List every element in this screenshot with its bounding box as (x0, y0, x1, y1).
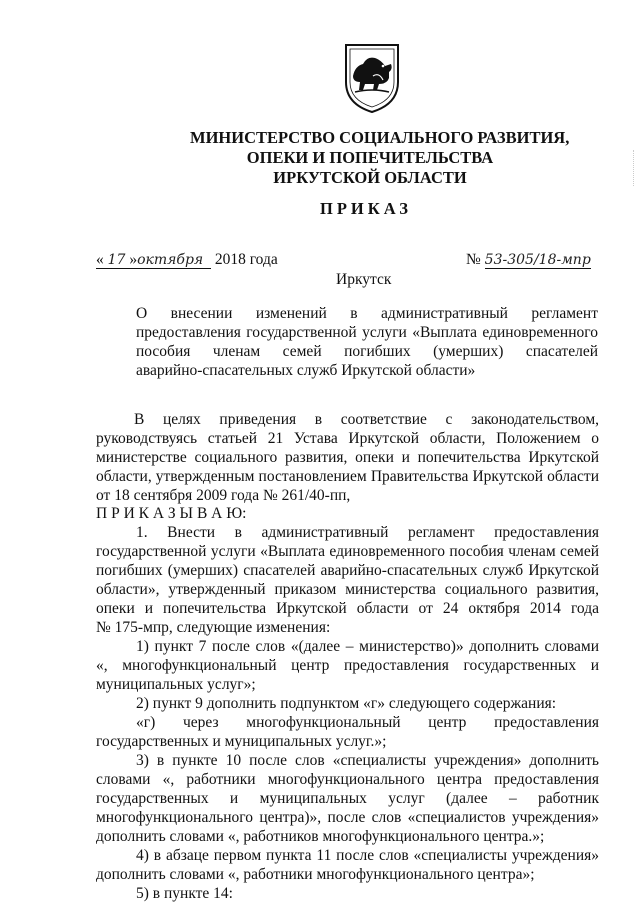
body-line: от 18 сентября 2009 года № 261/40-пп, (96, 487, 351, 504)
body-line: 5) в пункте 14: (136, 885, 233, 902)
body-line: погибших (умерших) спасателей аварийно-спасательных служб Иркутской (96, 562, 599, 579)
body-line: области, утвержденным постановлением Правительства Иркутской области (96, 468, 599, 485)
body-line: дополнить словами «, работники многофункционального центра»; (96, 866, 535, 883)
ministry-name-line: ОПЕКИ И ПОПЕЧИТЕЛЬСТВА (246, 148, 494, 167)
body-line: словами «, работники многофункционального центра предоставления (96, 771, 599, 788)
order-number-value: 53-305/18-мпр (484, 252, 591, 268)
irkutsk-coat-of-arms-icon (343, 42, 401, 114)
body-line: В целях приведения в соответствие с законодательством, (134, 411, 599, 428)
ministry-name (190, 128, 570, 188)
subject-line: пособия членам семей погибших (умерших) спасателей (136, 343, 598, 360)
body-line: государственной услуги «Выплата единовременного пособия членам семей (96, 543, 599, 560)
order-date (96, 251, 278, 269)
body-line: руководствуясь статьей 21 Устава Иркутской области, Положением о (96, 430, 599, 447)
subject-line: аварийно-спасательных служб Иркутской области» (136, 362, 476, 379)
body-line: дополнить словами «, работников многофункционального центра.»; (96, 828, 545, 845)
order-verb: П Р И К А З Ы В А Ю: (96, 505, 247, 522)
number-sign: № (466, 251, 481, 268)
body-line: № 175-мпр, следующие изменения: (96, 619, 331, 636)
date-day: 17 (107, 252, 126, 268)
order-number (466, 251, 591, 269)
quote-close: » (129, 251, 138, 268)
body-line: 3) в пункте 10 после слов «специалисты учреждения» дополнить (136, 752, 599, 769)
body-line: области», утвержденный приказом министерства социального развития, (96, 581, 599, 598)
city: Иркутск (336, 271, 392, 288)
body-line: министерстве социального развития, опеки и попечительства Иркутской (96, 449, 599, 466)
body-line: государственных и муниципальных услуг (далее – работник (96, 790, 599, 807)
margin-mark (630, 150, 634, 186)
body-line: «г) через многофункциональный центр предоставления (136, 714, 599, 731)
date-year: 2018 года (214, 251, 278, 268)
body-line: опеки и попечительства Иркутской области от 24 октября 2014 года (96, 600, 599, 617)
ministry-name-line: МИНИСТЕРСТВО СОЦИАЛЬНОГО РАЗВИТИЯ, (190, 128, 570, 147)
body-line: «, многофункциональный центр предоставления государственных и (96, 657, 599, 674)
subject-line: предоставления государственной услуги «Выплата единовременного (136, 324, 598, 341)
body-line: 1) пункт 7 после слов «(далее – министерство)» дополнить словами (136, 638, 599, 655)
body-line: 4) в абзаце первом пункта 11 после слов «специалисты учреждения» (136, 847, 599, 864)
body-line: 2) пункт 9 дополнить подпунктом «г» следующего содержания: (136, 695, 557, 712)
body-line: муниципальных услуг»; (96, 676, 256, 693)
body-line: 1. Внести в административный регламент предоставления (136, 524, 599, 541)
subject-line: О внесении изменений в административный регламент (136, 305, 598, 322)
body-line: государственных и муниципальных услуг.»; (96, 733, 387, 750)
quote-open: « (96, 251, 104, 268)
document-type-title: ПРИКАЗ (320, 199, 412, 218)
date-day-field (96, 252, 211, 269)
date-month: октября (137, 252, 204, 268)
body-line: многофункционального центра)», после слов «специалистов учреждения» (96, 809, 599, 826)
ministry-name-line: ИРКУТСКОЙ ОБЛАСТИ (273, 168, 467, 187)
